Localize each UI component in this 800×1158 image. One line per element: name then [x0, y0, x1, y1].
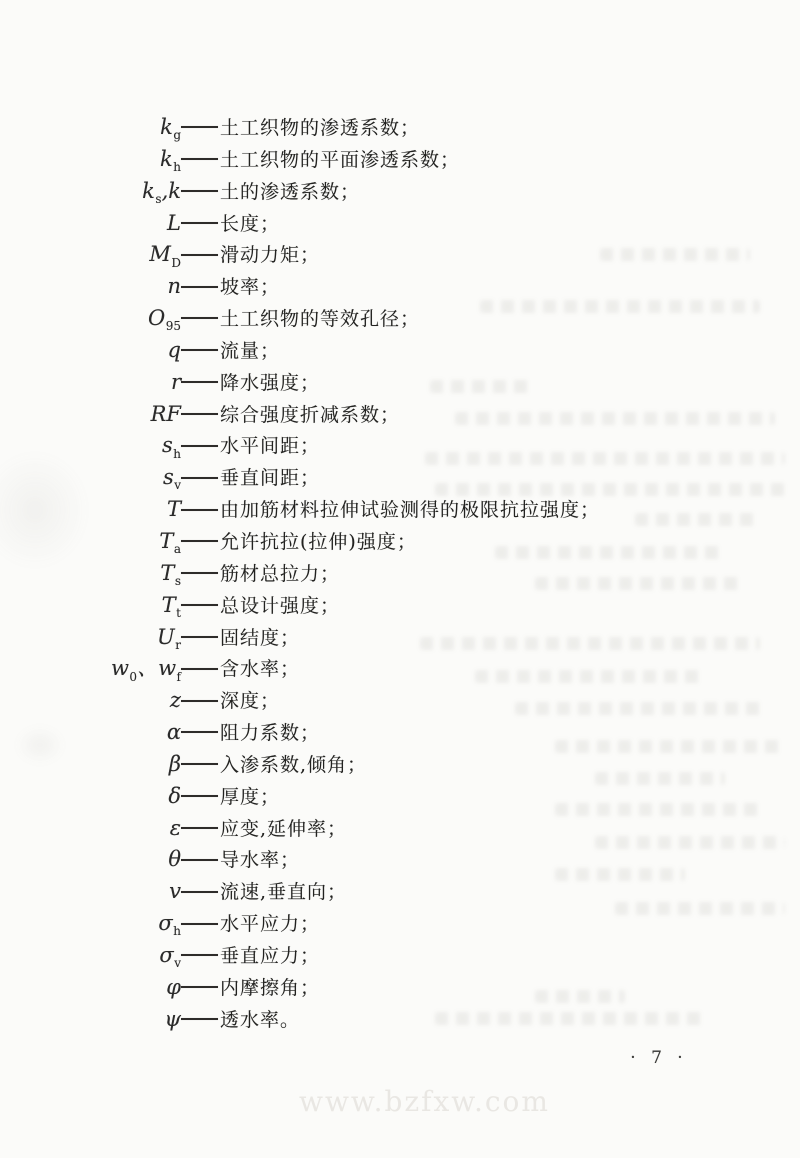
definition-text: 水平应力； — [220, 913, 321, 936]
em-dash-connector — [181, 558, 219, 590]
symbol: $T_s$ — [160, 560, 181, 588]
symbol-definition-row — [0, 367, 800, 399]
definition-text: 综合强度折减系数； — [220, 403, 401, 426]
symbol-definition-row — [0, 1004, 800, 1036]
symbol-definition-row — [0, 462, 800, 494]
symbol-definition-row — [0, 940, 800, 972]
symbol: α — [166, 720, 181, 745]
symbol-definition-row — [0, 271, 800, 303]
symbol: z — [169, 688, 181, 713]
symbol-definition-row — [0, 494, 800, 526]
symbol-definition-row — [0, 144, 800, 176]
em-dash-connector — [181, 271, 219, 303]
definition-text: 坡率； — [220, 276, 281, 299]
symbol-definition-row — [0, 781, 800, 813]
em-dash-connector — [181, 430, 219, 462]
symbol: β — [168, 751, 181, 776]
definition-text: 水平间距； — [220, 435, 321, 458]
em-dash-connector — [181, 239, 219, 271]
definition-text: 导水率； — [220, 849, 301, 872]
em-dash-connector — [181, 590, 219, 622]
symbol: φ — [166, 974, 181, 999]
em-dash-connector — [181, 144, 219, 176]
symbol-definition-row — [0, 717, 800, 749]
em-dash-connector — [181, 972, 219, 1004]
symbol: $s_v$ — [162, 465, 181, 493]
symbol: $T_t$ — [161, 592, 181, 620]
definition-text: 滑动力矩； — [220, 244, 321, 267]
em-dash-connector — [181, 749, 219, 781]
em-dash-connector — [181, 844, 219, 876]
definition-text: 应变,延伸率； — [220, 817, 348, 840]
em-dash-connector — [181, 367, 219, 399]
symbol-definition-row — [0, 303, 800, 335]
em-dash-connector — [181, 335, 219, 367]
symbol-definition-row — [0, 558, 800, 590]
definition-text: 入渗系数,倾角； — [220, 753, 368, 776]
definition-text: 固结度； — [220, 626, 301, 649]
symbol: $O_{95}$ — [148, 306, 181, 334]
symbol-definition-row — [0, 622, 800, 654]
page-number: · 7 · — [630, 1048, 688, 1068]
symbol-definition-row — [0, 430, 800, 462]
em-dash-connector — [181, 717, 219, 749]
em-dash-connector — [181, 685, 219, 717]
em-dash-connector — [181, 653, 219, 685]
symbol: T — [166, 497, 181, 522]
watermark-text: www.bzfxw.com — [299, 1085, 550, 1118]
definition-text: 允许抗拉(拉伸)强度； — [220, 530, 417, 553]
definition-text: 流速,垂直向； — [220, 881, 348, 904]
symbol-definition-row — [0, 813, 800, 845]
symbol: L — [167, 210, 181, 235]
symbol-definition-row — [0, 653, 800, 685]
em-dash-connector — [181, 494, 219, 526]
definition-text: 垂直应力； — [220, 944, 321, 967]
em-dash-connector — [181, 208, 219, 240]
symbol-definition-list — [0, 112, 800, 1035]
symbol: q — [167, 337, 181, 362]
symbol-definition-row — [0, 239, 800, 271]
em-dash-connector — [181, 781, 219, 813]
symbol: ε — [169, 815, 181, 840]
definition-text: 土工织物的平面渗透系数； — [220, 148, 461, 171]
symbol: θ — [168, 847, 181, 872]
definition-text: 厚度； — [220, 785, 281, 808]
symbol: ψ — [164, 1006, 181, 1031]
symbol: v — [169, 879, 181, 904]
symbol: RF — [150, 401, 181, 426]
symbol-definition-row — [0, 176, 800, 208]
symbol-definition-row — [0, 526, 800, 558]
symbol: $k_s,k$ — [142, 178, 181, 206]
definition-text: 由加筋材料拉伸试验测得的极限抗拉强度； — [220, 499, 601, 522]
symbol-definition-row — [0, 590, 800, 622]
definition-text: 阻力系数； — [220, 722, 321, 745]
symbol-definition-row — [0, 876, 800, 908]
symbol-definition-row — [0, 112, 800, 144]
symbol: $M_D$ — [149, 242, 181, 270]
symbol: n — [167, 274, 181, 299]
symbol: $w_0$、$w_f$ — [110, 656, 181, 684]
symbol: $T_a$ — [159, 528, 181, 557]
definition-text: 内摩擦角； — [220, 976, 321, 999]
definition-text: 垂直间距； — [220, 467, 321, 490]
symbol: $k_g$ — [160, 115, 181, 143]
symbol: $\sigma_v$ — [159, 942, 181, 971]
symbol: $k_h$ — [160, 146, 181, 175]
symbol-definition-row — [0, 335, 800, 367]
definition-text: 土工织物的渗透系数； — [220, 117, 421, 139]
definition-text: 长度； — [220, 212, 281, 235]
em-dash-connector — [181, 303, 219, 335]
definition-text: 透水率。 — [220, 1008, 301, 1031]
em-dash-connector — [181, 813, 219, 845]
symbol: $U_r$ — [157, 624, 181, 652]
definition-text: 降水强度； — [220, 371, 321, 394]
definition-text: 土工织物的等效孔径； — [220, 308, 421, 331]
definition-text: 土的渗透系数； — [220, 180, 361, 203]
symbol-definition-row — [0, 208, 800, 240]
definition-text: 含水率； — [220, 658, 301, 681]
em-dash-connector — [181, 399, 219, 431]
definition-text: 深度； — [220, 690, 281, 713]
symbol-definition-row — [0, 908, 800, 940]
definition-text: 筋材总拉力； — [220, 562, 341, 585]
symbol-definition-row — [0, 972, 800, 1004]
symbol-definition-row — [0, 844, 800, 876]
em-dash-connector — [181, 908, 219, 940]
em-dash-connector — [181, 462, 219, 494]
symbol-definition-row — [0, 685, 800, 717]
em-dash-connector — [181, 940, 219, 972]
em-dash-connector — [181, 876, 219, 908]
symbol: r — [170, 369, 181, 394]
definition-text: 流量； — [220, 339, 281, 362]
symbol-definition-row — [0, 399, 800, 431]
em-dash-connector — [181, 526, 219, 558]
symbol: $s_h$ — [161, 433, 181, 461]
em-dash-connector — [181, 176, 219, 208]
definition-text: 总设计强度； — [220, 594, 341, 617]
symbol: δ — [168, 783, 181, 808]
symbol-definition-row — [0, 749, 800, 781]
em-dash-connector — [181, 1004, 219, 1036]
em-dash-connector — [181, 622, 219, 654]
symbol: $\sigma_h$ — [158, 911, 181, 939]
em-dash-connector — [181, 112, 219, 144]
